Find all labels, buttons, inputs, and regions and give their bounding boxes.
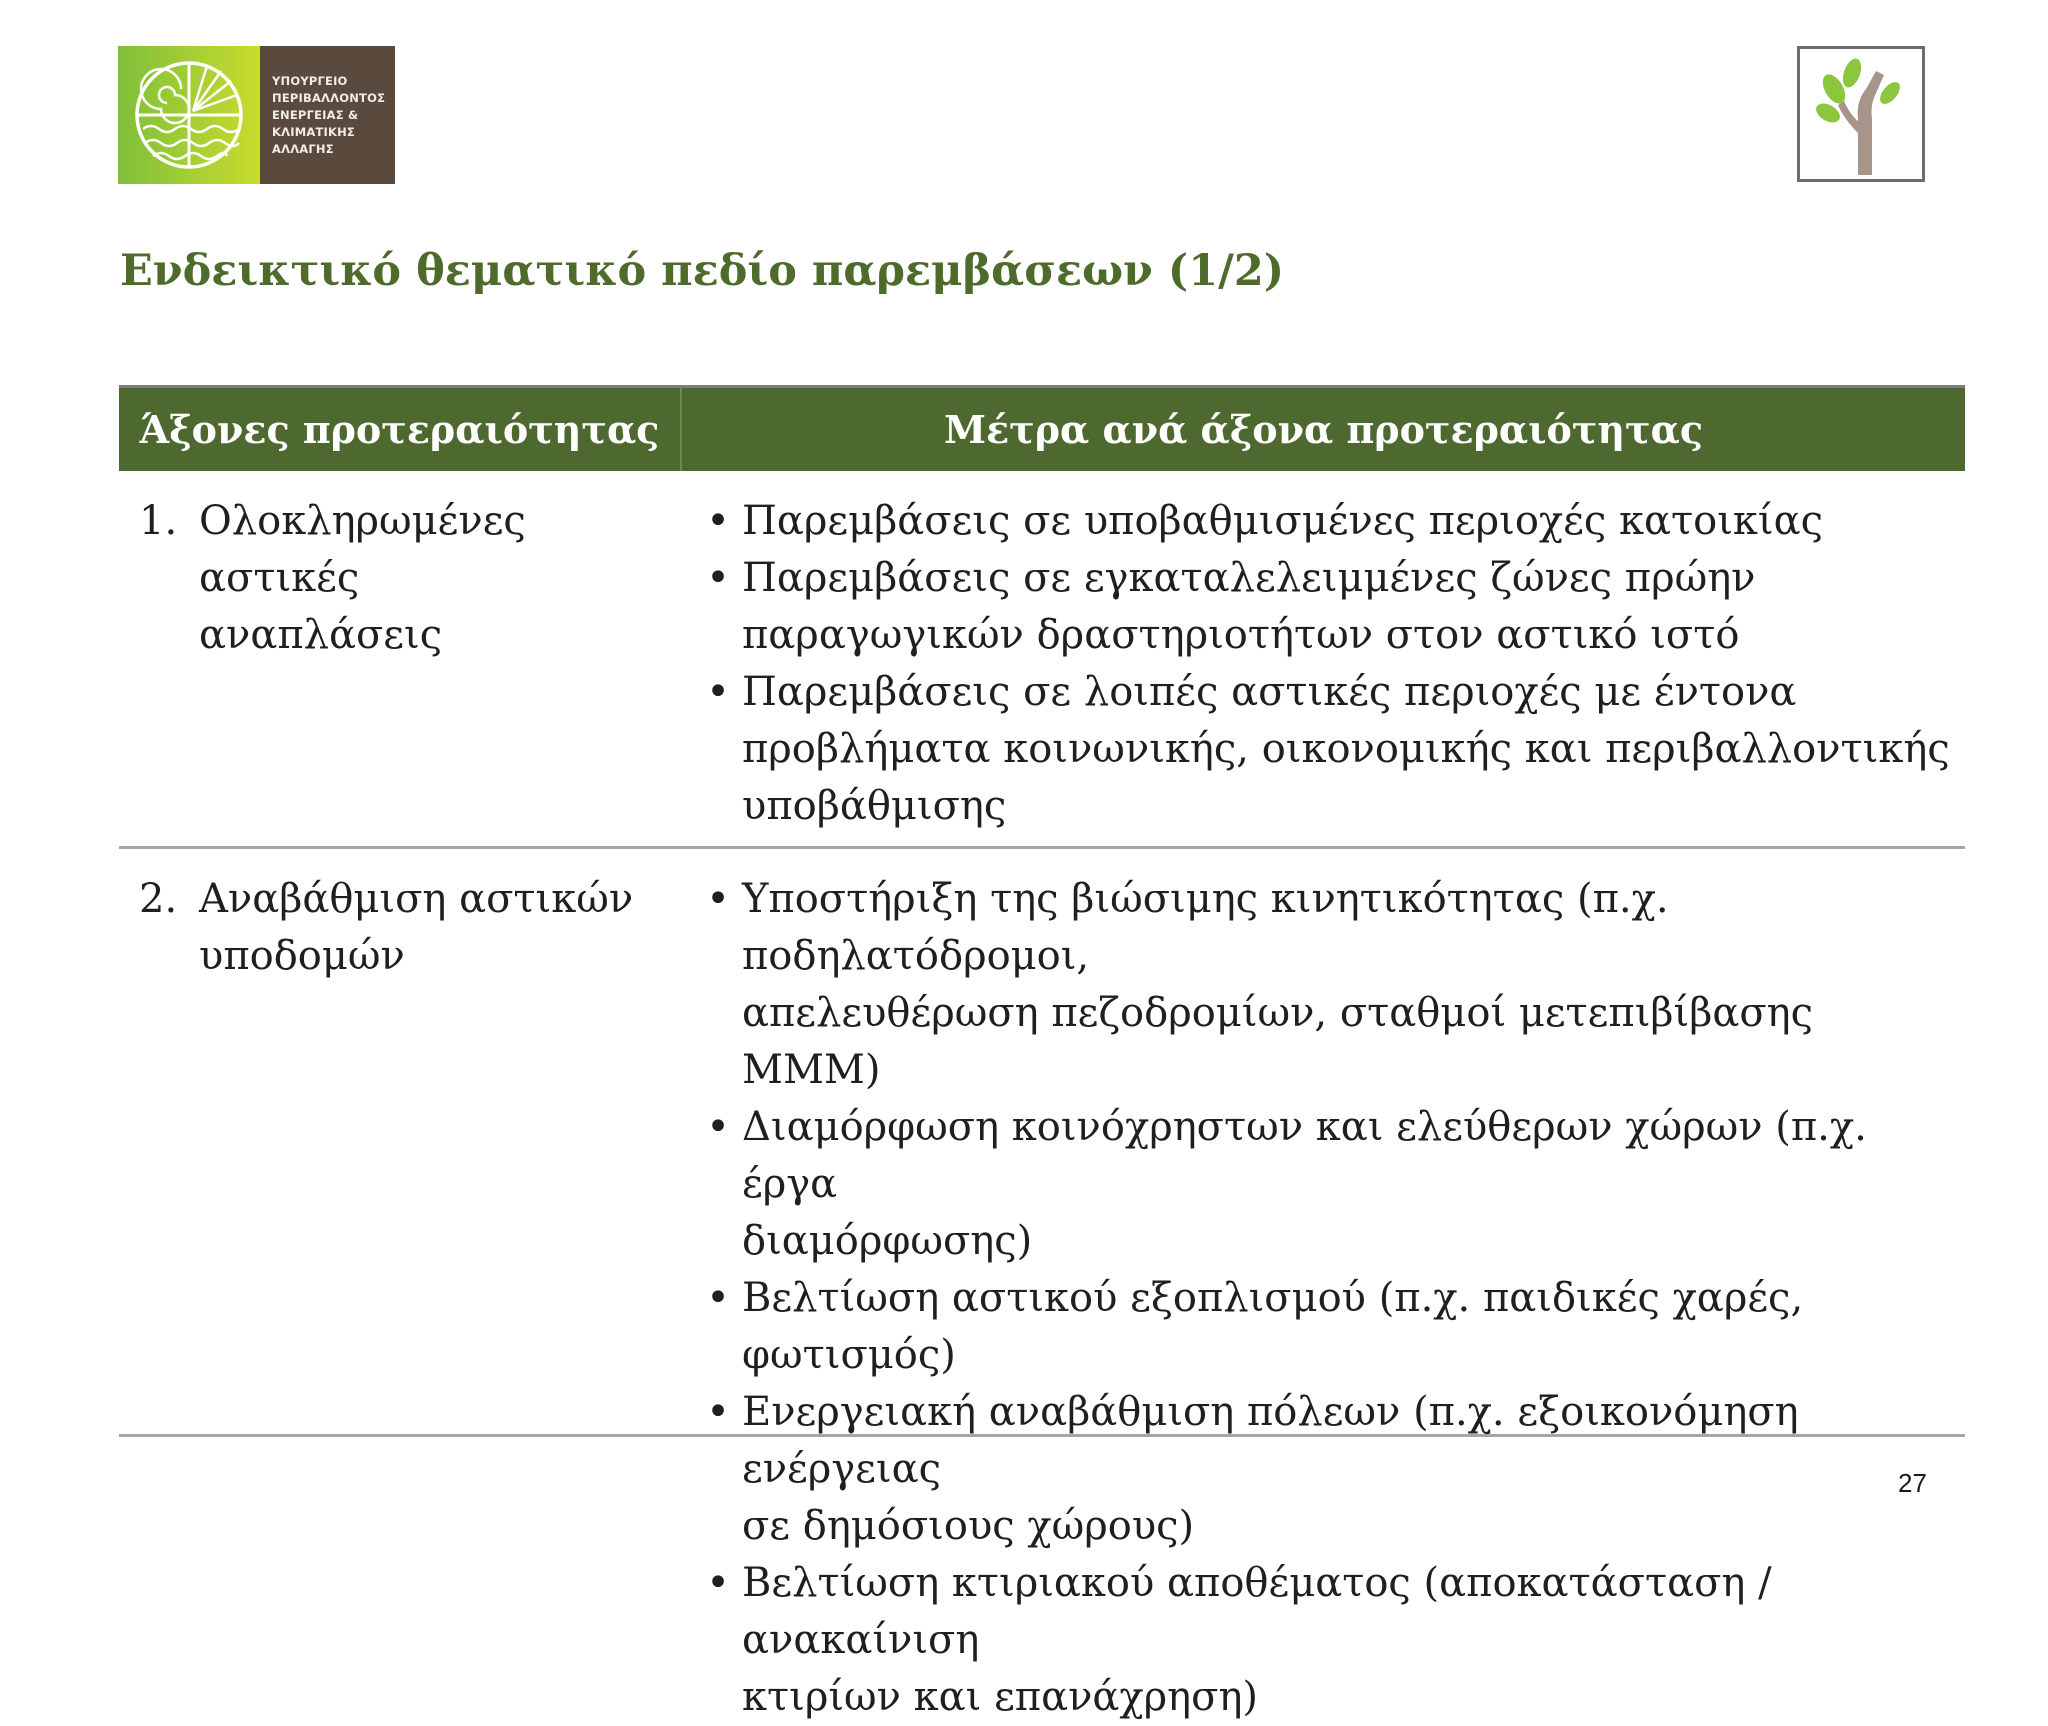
measure-line: Παρεμβάσεις σε λοιπές αστικές περιοχές με έντονα	[742, 669, 1797, 715]
measure-line: υποβάθμισης	[742, 783, 1007, 829]
measure-item	[694, 550, 1965, 664]
measure-line: προβλήματα κοινωνικής, οικονομικής και περιβαλλοντικής	[742, 726, 1950, 772]
measures-cell	[680, 471, 1965, 846]
measure-item	[694, 1270, 1965, 1384]
ministry-name-line: ΑΛΛΑΓΗΣ	[272, 141, 334, 156]
tree-logo-icon	[1797, 46, 1925, 182]
axis-title-line: αναπλάσεις	[199, 612, 443, 658]
measure-line: Βελτίωση κτιριακού αποθέματος (αποκατάσταση / ανακαίνιση	[742, 1560, 1772, 1663]
measure-line: Παρεμβάσεις σε υποβαθμισμένες περιοχές κατοικίας	[742, 498, 1823, 544]
measure-item	[694, 493, 1965, 550]
ministry-name	[260, 46, 395, 184]
bullet-icon: •	[706, 498, 730, 544]
axis-number: 2.	[139, 876, 178, 922]
table-row	[119, 471, 1965, 849]
ministry-name-line: ΠΕΡΙΒΑΛΛΟΝΤΟΣ	[272, 90, 386, 105]
measure-item	[694, 871, 1965, 1099]
axis-title-line: υποδομών	[199, 933, 405, 979]
axis-cell	[119, 849, 680, 1434]
measure-line: Ενεργειακή αναβάθμιση πόλεων (π.χ. εξοικονόμηση ενέργειας	[742, 1389, 1799, 1492]
bullet-icon: •	[706, 1389, 730, 1435]
ministry-emblem-icon	[118, 46, 260, 184]
axis-cell	[119, 471, 680, 846]
measure-line: Διαμόρφωση κοινόχρηστων και ελεύθερων χώρων (π.χ. έργα	[742, 1104, 1867, 1207]
measure-line: σε δημόσιους χώρους)	[742, 1503, 1195, 1549]
measure-line: διαμόρφωσης)	[742, 1218, 1033, 1264]
axis-title-line: Ολοκληρωμένες αστικές	[199, 498, 526, 601]
measure-item	[694, 1555, 1965, 1726]
measure-item	[694, 664, 1965, 835]
page-number: 27	[1898, 1468, 1927, 1498]
page-title: Ενδεικτικό θεματικό πεδίο παρεμβάσεων (1/2)	[120, 246, 1285, 296]
measure-line: Παρεμβάσεις σε εγκαταλελειμμένες ζώνες πρώην	[742, 555, 1756, 601]
ministry-name-line: ΥΠΟΥΡΓΕΙΟ	[272, 73, 348, 88]
table-header	[119, 385, 1965, 471]
ministry-name-line: ΚΛΙΜΑΤΙΚΗΣ	[272, 124, 355, 139]
measure-item	[694, 1099, 1965, 1270]
bullet-icon: •	[706, 1275, 730, 1321]
bullet-icon: •	[706, 1104, 730, 1150]
measure-line: κτιρίων και επανάχρηση)	[742, 1674, 1259, 1720]
bullet-icon: •	[706, 876, 730, 922]
measure-item	[694, 1384, 1965, 1555]
bullet-icon: •	[706, 555, 730, 601]
bullet-icon: •	[706, 669, 730, 715]
measure-line: παραγωγικών δραστηριοτήτων στον αστικό ιστό	[742, 612, 1740, 658]
ministry-logo	[118, 46, 395, 184]
measure-line: Βελτίωση αστικού εξοπλισμού (π.χ. παιδικές χαρές, φωτισμός)	[742, 1275, 1804, 1378]
header-measures: Μέτρα ανά άξονα προτεραιότητας	[944, 407, 1703, 452]
measure-line: απελευθέρωση πεζοδρομίων, σταθμοί μετεπιβίβασης ΜΜΜ)	[742, 990, 1813, 1093]
bullet-icon: •	[706, 1560, 730, 1606]
axis-number: 1.	[139, 498, 178, 544]
axis-title	[199, 871, 680, 985]
measure-line: Υποστήριξη της βιώσιμης κινητικότητας (π.χ. ποδηλατόδρομοι,	[742, 876, 1669, 979]
axis-title-line: Αναβάθμιση αστικών	[199, 876, 634, 922]
ministry-name-line: ΕΝΕΡΓΕΙΑΣ &	[272, 107, 359, 122]
axis-title	[199, 493, 680, 664]
header-axes: Άξονες προτεραιότητας	[119, 388, 682, 471]
